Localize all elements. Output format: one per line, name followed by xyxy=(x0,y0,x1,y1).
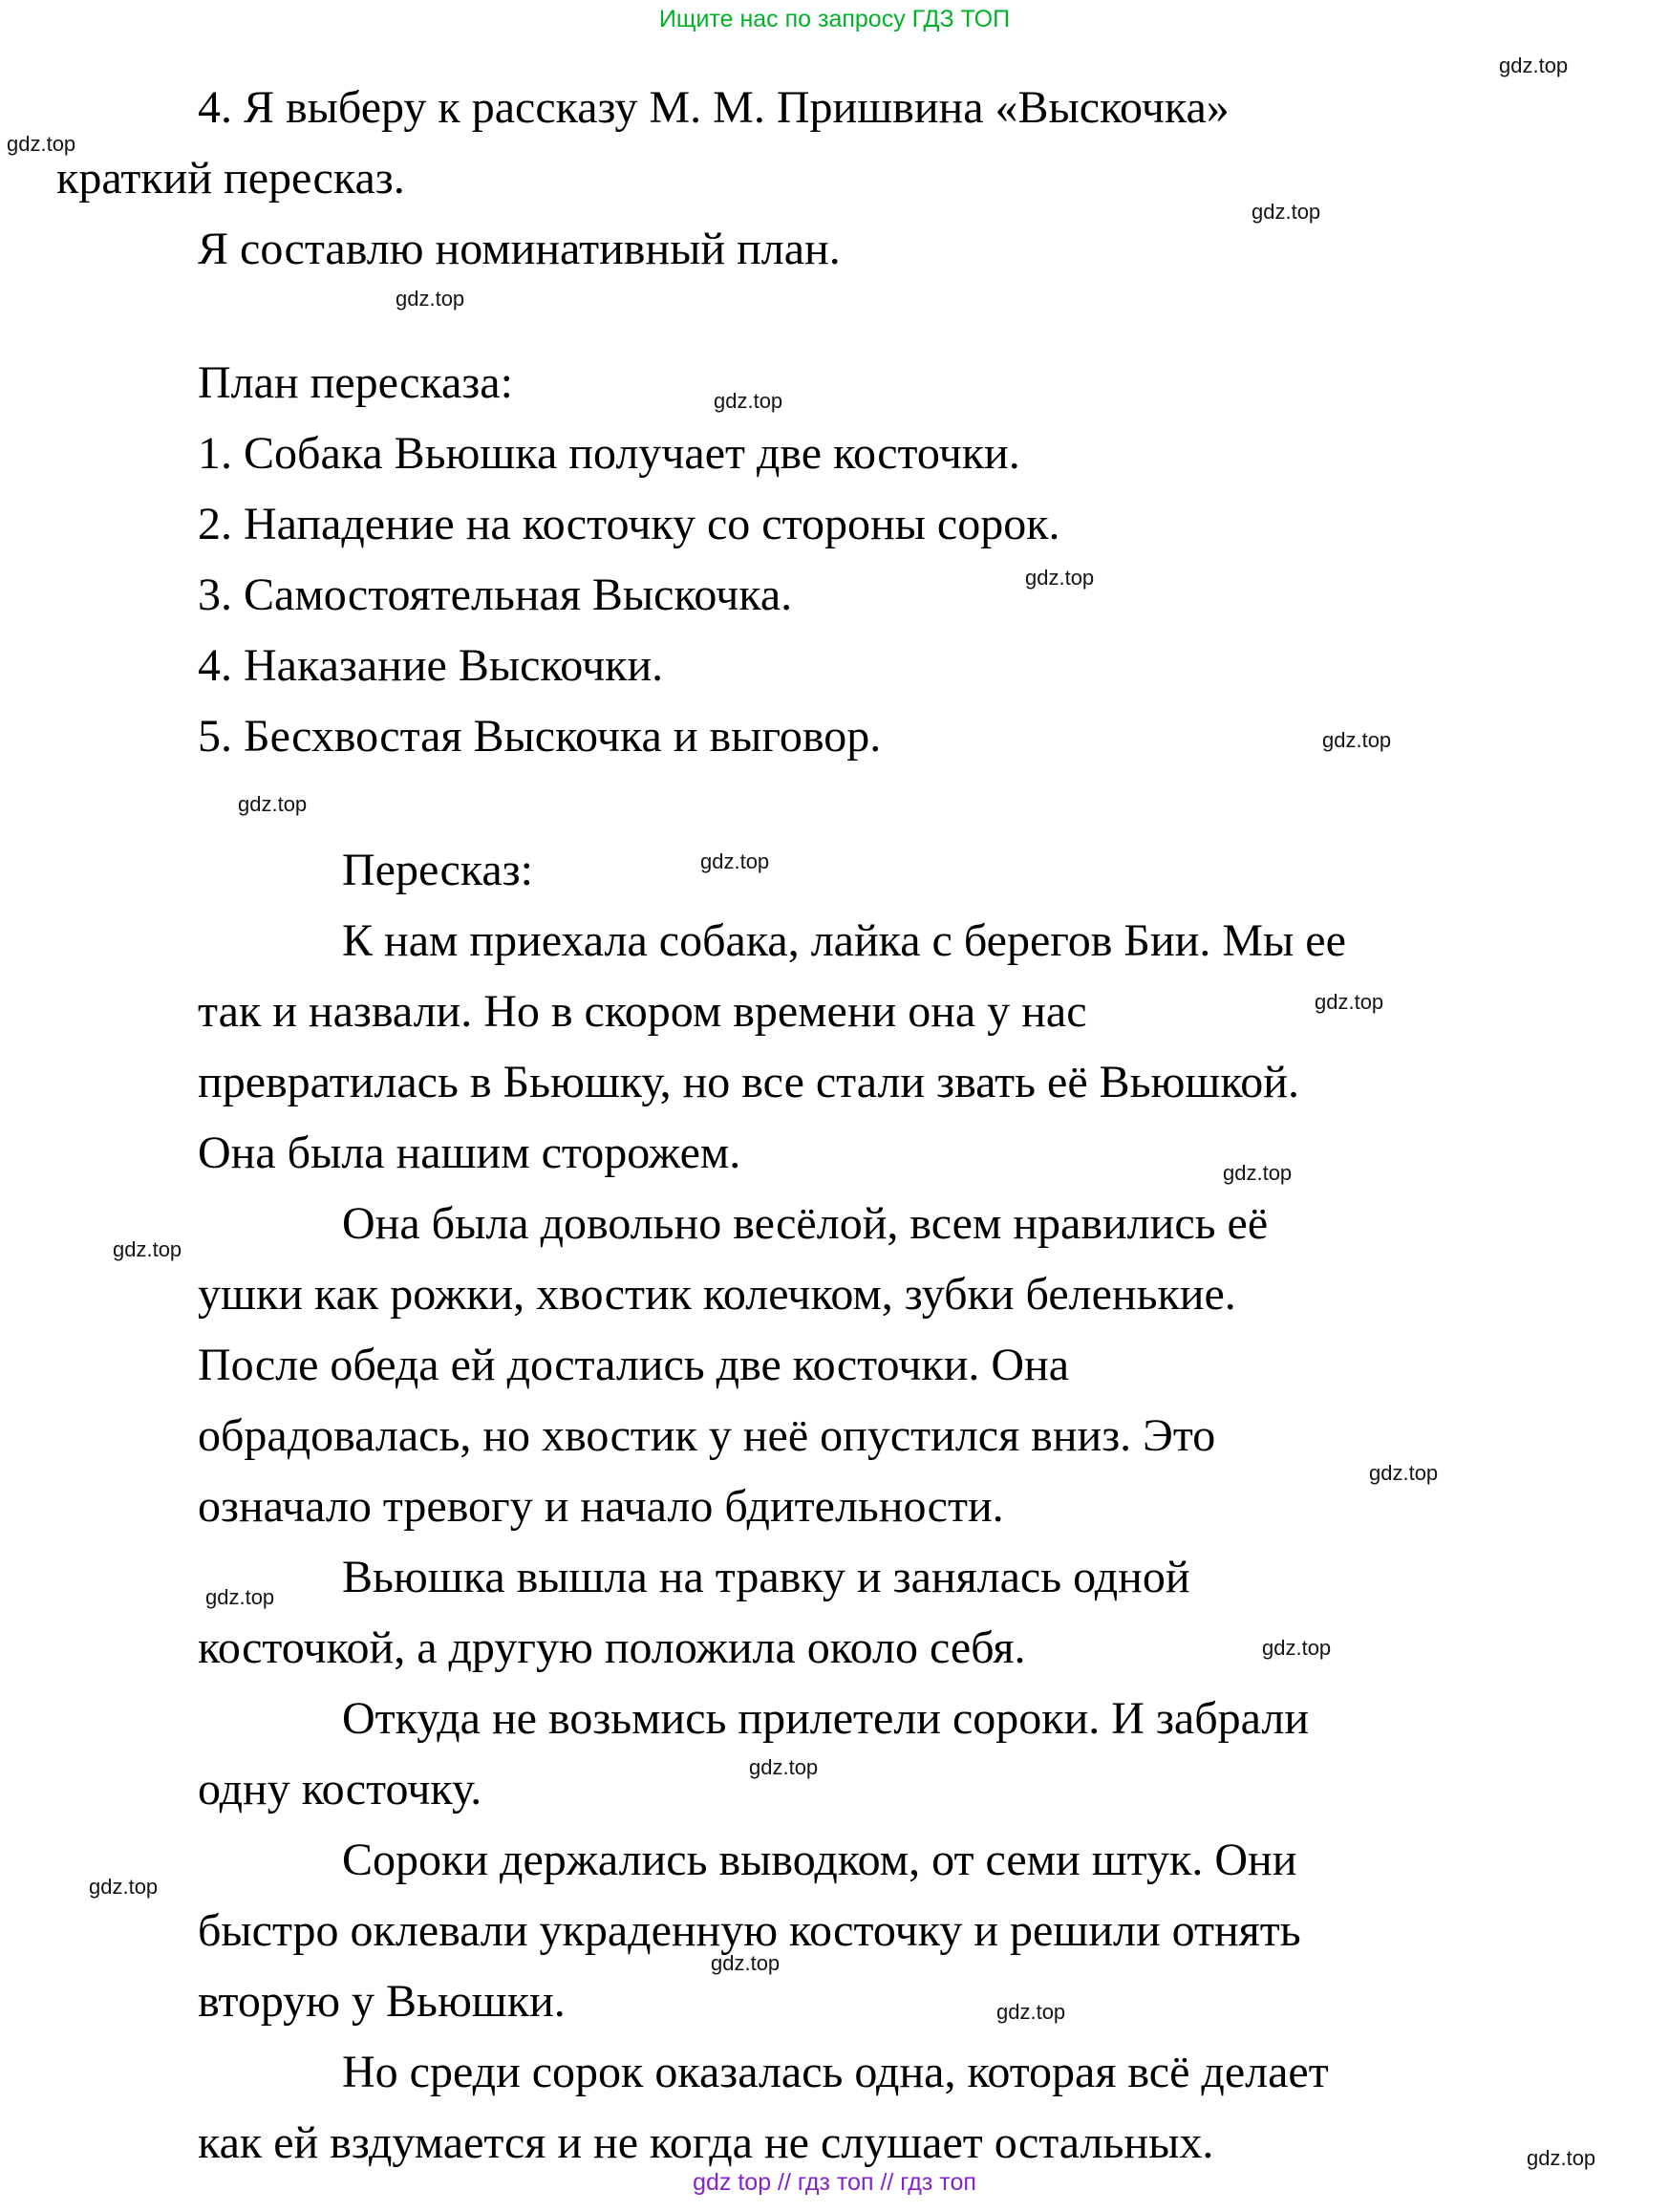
watermark: gdz.top xyxy=(7,132,76,156)
watermark: gdz.top xyxy=(1527,2146,1596,2170)
watermark: gdz.top xyxy=(1223,1161,1293,1185)
text-line: превратилась в Бьюшку, но все стали звать её Вьюшкой. xyxy=(198,1057,1299,1107)
text-line: как ей вздумается и не когда не слушает остальных. xyxy=(198,2117,1214,2168)
text-line: краткий пересказ. xyxy=(56,153,405,204)
plan-item: 1. Собака Вьюшка получает две косточки. xyxy=(198,428,1020,479)
watermark: gdz.top xyxy=(89,1875,159,1899)
watermark: gdz.top xyxy=(1252,200,1321,224)
footer-sitename: gdz top // гдз топ // гдз топ xyxy=(693,2169,976,2196)
watermark: gdz.top xyxy=(238,792,308,816)
text-line: Откуда не возьмись прилетели сороки. И забрали xyxy=(342,1693,1310,1744)
text-line: Я составлю номинативный план. xyxy=(198,224,841,274)
watermark: gdz.top xyxy=(1369,1461,1439,1485)
text-line: После обеда ей достались две косточки. Она xyxy=(198,1340,1070,1390)
text-line: обрадовалась, но хвостик у неё опустился вниз. Это xyxy=(198,1410,1216,1461)
text-line: Она была нашим сторожем. xyxy=(198,1127,741,1178)
plan-item: 4. Наказание Выскочки. xyxy=(198,640,664,691)
section-gap xyxy=(0,772,1669,835)
plan-list xyxy=(0,348,1669,772)
watermark: gdz.top xyxy=(711,1951,781,1975)
watermark: gdz.top xyxy=(749,1755,819,1779)
text-line: 4. Я выберу к рассказу М. М. Пришвина «Выскочка» xyxy=(198,82,1230,133)
text-line: быстро оклевали украденную косточку и решили отнять xyxy=(198,1905,1301,1956)
watermark: gdz.top xyxy=(113,1237,182,1261)
retelling xyxy=(0,835,1669,2179)
watermark: gdz.top xyxy=(996,2000,1066,2024)
watermark: gdz.top xyxy=(396,287,465,311)
top-banner: Ищите нас по запросу ГДЗ ТОП xyxy=(658,6,1011,32)
text-line: так и назвали. Но в скором времени она у нас xyxy=(198,986,1087,1037)
watermark: gdz.top xyxy=(1322,728,1392,752)
watermark: gdz.top xyxy=(1262,1636,1332,1660)
text-line: косточкой, а другую положила около себя. xyxy=(198,1622,1026,1673)
text-line: вторую у Вьюшки. xyxy=(198,1976,566,2027)
watermark: gdz.top xyxy=(700,849,770,873)
watermark: gdz.top xyxy=(714,389,783,413)
text-line: одну косточку. xyxy=(198,1764,482,1815)
document-text xyxy=(0,73,1669,2179)
text-line: Вьюшка вышла на травку и занялась одной xyxy=(342,1552,1190,1602)
watermark: gdz.top xyxy=(1499,54,1569,77)
plan-item: 3. Самостоятельная Выскочка. xyxy=(198,569,793,620)
text-line: Но среди сорок оказалась одна, которая всё делает xyxy=(342,2047,1329,2097)
plan-item: 2. Нападение на косточку со стороны сорок. xyxy=(198,499,1060,549)
text-line: ушки как рожки, хвостик колечком, зубки беленькие. xyxy=(198,1269,1236,1320)
text-line: Сороки держались выводком, от семи штук. Они xyxy=(342,1835,1297,1885)
plan-item: 5. Бесхвостая Выскочка и выговор. xyxy=(198,711,882,762)
plan-heading: План пересказа: xyxy=(198,357,513,408)
text-line: Она была довольно весёлой, всем нравились её xyxy=(342,1198,1269,1249)
text-line: К нам приехала собака, лайка с берегов Бии. Мы ее xyxy=(342,915,1346,966)
text-line: означало тревогу и начало бдительности. xyxy=(198,1481,1004,1532)
answer-intro xyxy=(0,73,1669,285)
retelling-heading: Пересказ: xyxy=(342,845,533,895)
section-gap xyxy=(0,285,1669,348)
watermark: gdz.top xyxy=(205,1585,275,1609)
watermark: gdz.top xyxy=(1025,566,1095,590)
watermark: gdz.top xyxy=(1315,990,1384,1014)
